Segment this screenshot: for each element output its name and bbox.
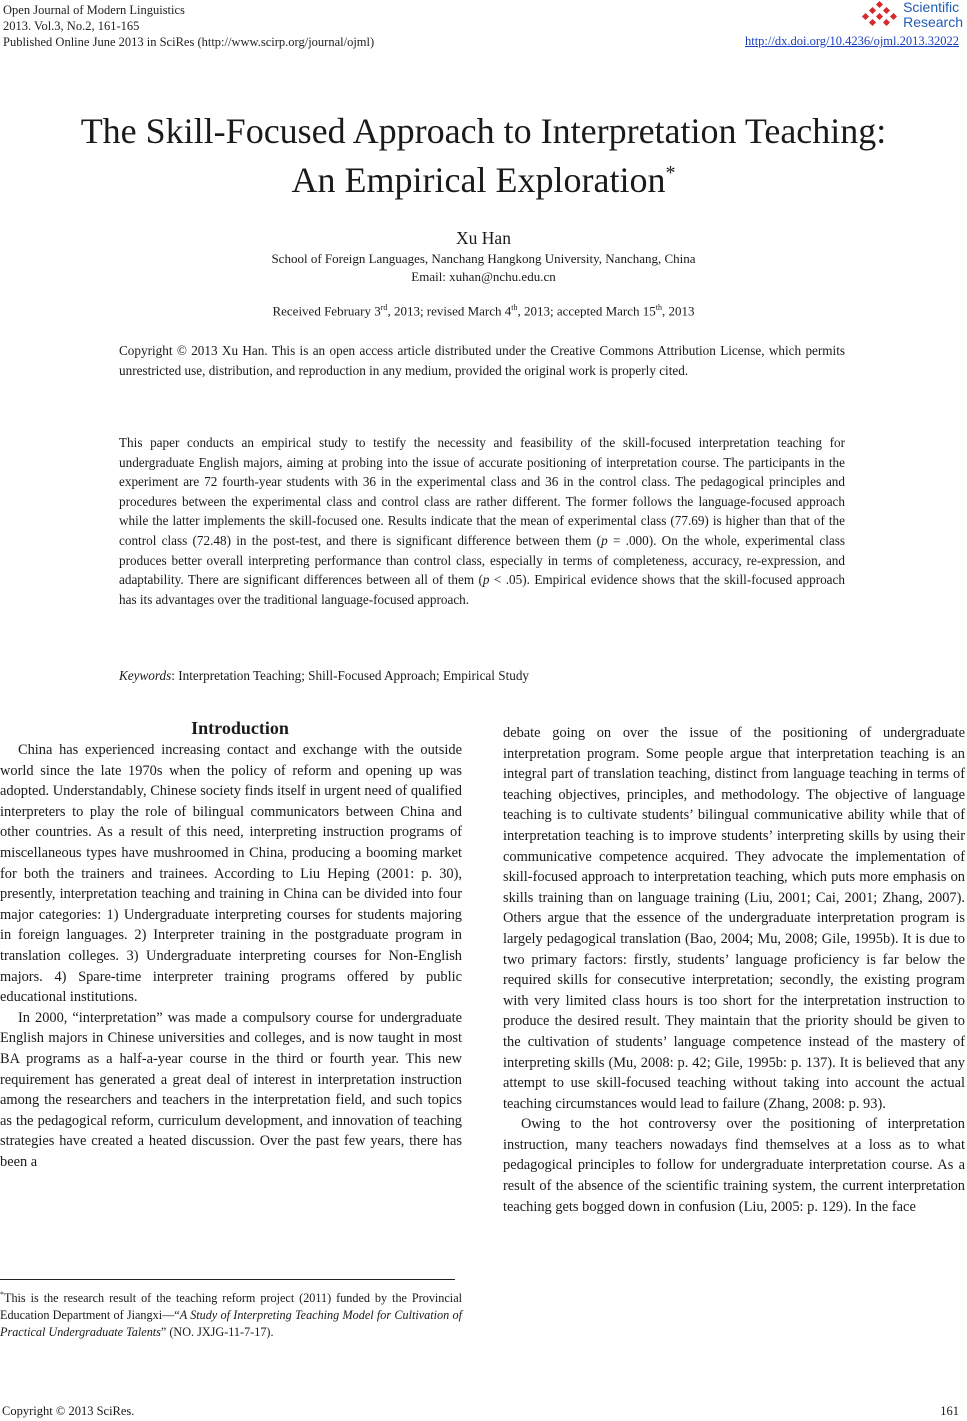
doi-link[interactable]: http://dx.doi.org/10.4236/ojml.2013.32022 — [744, 34, 959, 48]
copyright-notice: Copyright © 2013 Xu Han. This is an open access article distributed under the Creative Commons Attribution License, which permits unrestricted use, distribution, and reproduction in any medium, provided the original work is properly cited. — [119, 343, 845, 378]
body-paragraph: debate going on over the issue of the positioning of undergraduate interpretation program. Some people argue that interpretation teaching is an integral part of translation teaching, distinct from language teaching in terms of teaching objectives, principles, and methodology. The objective of language teaching is to cultivate students’ bilingual communicative ability while that of interpretation teaching is to improve students’ interpreting skills by using their communicative competence acquired. They advocate the implementation of skill-focused approach to interpretation teaching, which puts more emphasis on skills training than on language training (Liu, 2001; Cai, 2001; Zhang, 2007). Others argue that the essence of the undergraduate interpretation program is largely pedagogical translation (Bao, 2004; Mu, 2008; Gile, 1995b). It is due to two primary factors: firstly, students’ language proficiency is far below the required skills for consecutive interpretation; secondly, the existing program with very limited class hours is too short for the interpretation instruction to produce the desired result. They maintain that the priority should be given to the cultivation of students’ language competence instead of the mastery of interpreting skills (Mu, 2008: p. 42; Gile, 1995b: p. 137). It is believed that any attempt to use skill-focused teaching without taking into account the actual teaching circumstances would lead to failure (Zhang, 2008: p. 93). — [503, 725, 965, 1112]
right-column — [503, 723, 965, 1217]
author-email[interactable]: Email: xuhan@nchu.edu.cn — [411, 269, 556, 284]
published-online: Published Online June 2013 in SciRes (http://www.scirp.org/journal/ojml) — [3, 35, 375, 49]
title-line-2: An Empirical Exploration* — [291, 160, 676, 200]
keywords-list: : Interpretation Teaching; Shill-Focused Approach; Empirical Study — [171, 668, 530, 683]
scientific-research-logo — [859, 0, 963, 30]
title-footnote-mark: * — [665, 162, 676, 184]
body-paragraph: In 2000, “interpretation” was made a compulsory course for undergraduate English majors in Chinese universities and colleges, and is now taught in most BA programs as a half-a-year course in the third or fourth year. This new requirement has generated a great deal of interest in interpretation instruction among the researchers and teachers in the interpretation field, and such topics as the pedagogical reform, curriculum development, and innovation of teaching strategies have created a heated discussion. Over the past few years, there has been a — [0, 1009, 462, 1170]
article-title — [0, 110, 967, 201]
keywords — [119, 666, 845, 686]
author-affiliation — [0, 250, 967, 286]
left-column — [0, 716, 462, 1172]
footnote: *This is the research result of the teaching reform project (2011) funded by the Provincial Education Department of Jiangxi—“A Study of Interpreting Teaching Model for Cultivation of Practical Undergraduate Talents” (NO. JXJG-11-7-17). — [0, 1290, 462, 1340]
logo-diamond-icon — [859, 0, 899, 30]
journal-name: Open Journal of Modern Linguistics — [3, 3, 185, 17]
keywords-label: Keywords — [119, 668, 172, 683]
journal-volume: 2013. Vol.3, No.2, 161-165 — [3, 19, 140, 33]
section-heading-introduction: Introduction — [191, 718, 289, 738]
body-paragraph: China has experienced increasing contact and exchange with the outside world since the late 1970s when the policy of reform and opening up was adopted. Understandably, Chinese society finds itself in urgent need of qualified interpreters to play the role of bilingual communicators between China and other countries. As a result of this need, interpreting instruction programs of miscellaneous types have mushroomed in China, producing a booming market for both the trainers and trainees. According to Liu Heping (2001: p. 30), presently, interpretation teaching and training in China can be divided into four major categories: 1) Undergraduate interpreting courses for students majoring in foreign languages. 2) Interpreter training in the postgraduate program in translation colleges. 3) Undergraduate interpreting courses for Non-English majors. 4) Spare-time interpreter training programs offered by public educational institutions. — [0, 742, 462, 1006]
body-paragraph: Owing to the hot controversy over the positioning of interpretation instruction, many teachers nowadays find themselves at a loss as to what pedagogical principles to follow for undergraduate interpretation course. As a result of the absence of the scientific training system, the current interpretation teaching gets bogged down in confusion (Liu, 2005: p. 129). In the face — [503, 1116, 965, 1215]
received-dates: Received February 3rd, 2013; revised March 4th, 2013; accepted March 15th, 2013 — [272, 303, 695, 319]
title-line-1: The Skill-Focused Approach to Interpretation Teaching: — [80, 111, 887, 151]
affiliation-text: School of Foreign Languages, Nanchang Hangkong University, Nanchang, China — [271, 251, 696, 266]
logo-text: Scientific Research — [903, 0, 963, 30]
footnote-divider — [0, 1279, 455, 1280]
journal-header — [3, 2, 374, 50]
footer-copyright: Copyright © 2013 SciRes. — [2, 1404, 135, 1418]
author-name: Xu Han — [456, 228, 511, 248]
page-number: 161 — [940, 1404, 959, 1418]
abstract: This paper conducts an empirical study to testify the necessity and feasibility of the skill-focused interpretation teaching for undergraduate English majors, aiming at probing into the issue of accurate positioning of interpretation course. The participants in the experiment are 72 fourth-year students with 36 in the experimental class and 36 in the control class. The pedagogical principles and procedures between the experimental class and control class are rather different. The former follows the language-focused approach while the latter implements the skill-focused one. Results indicate that the mean of experimental class (77.69) is higher than that of the control class (72.48) in the post-test, and there is significant difference between them (p = .000). On the whole, experimental class produces better overall interpreting performance than control class, especially in terms of completeness, accuracy, re-expression, and adaptability. There are significant differences between all of them (p < .05). Empirical evidence shows that the skill-focused approach has its advantages over the traditional language-focused approach. — [119, 435, 845, 607]
